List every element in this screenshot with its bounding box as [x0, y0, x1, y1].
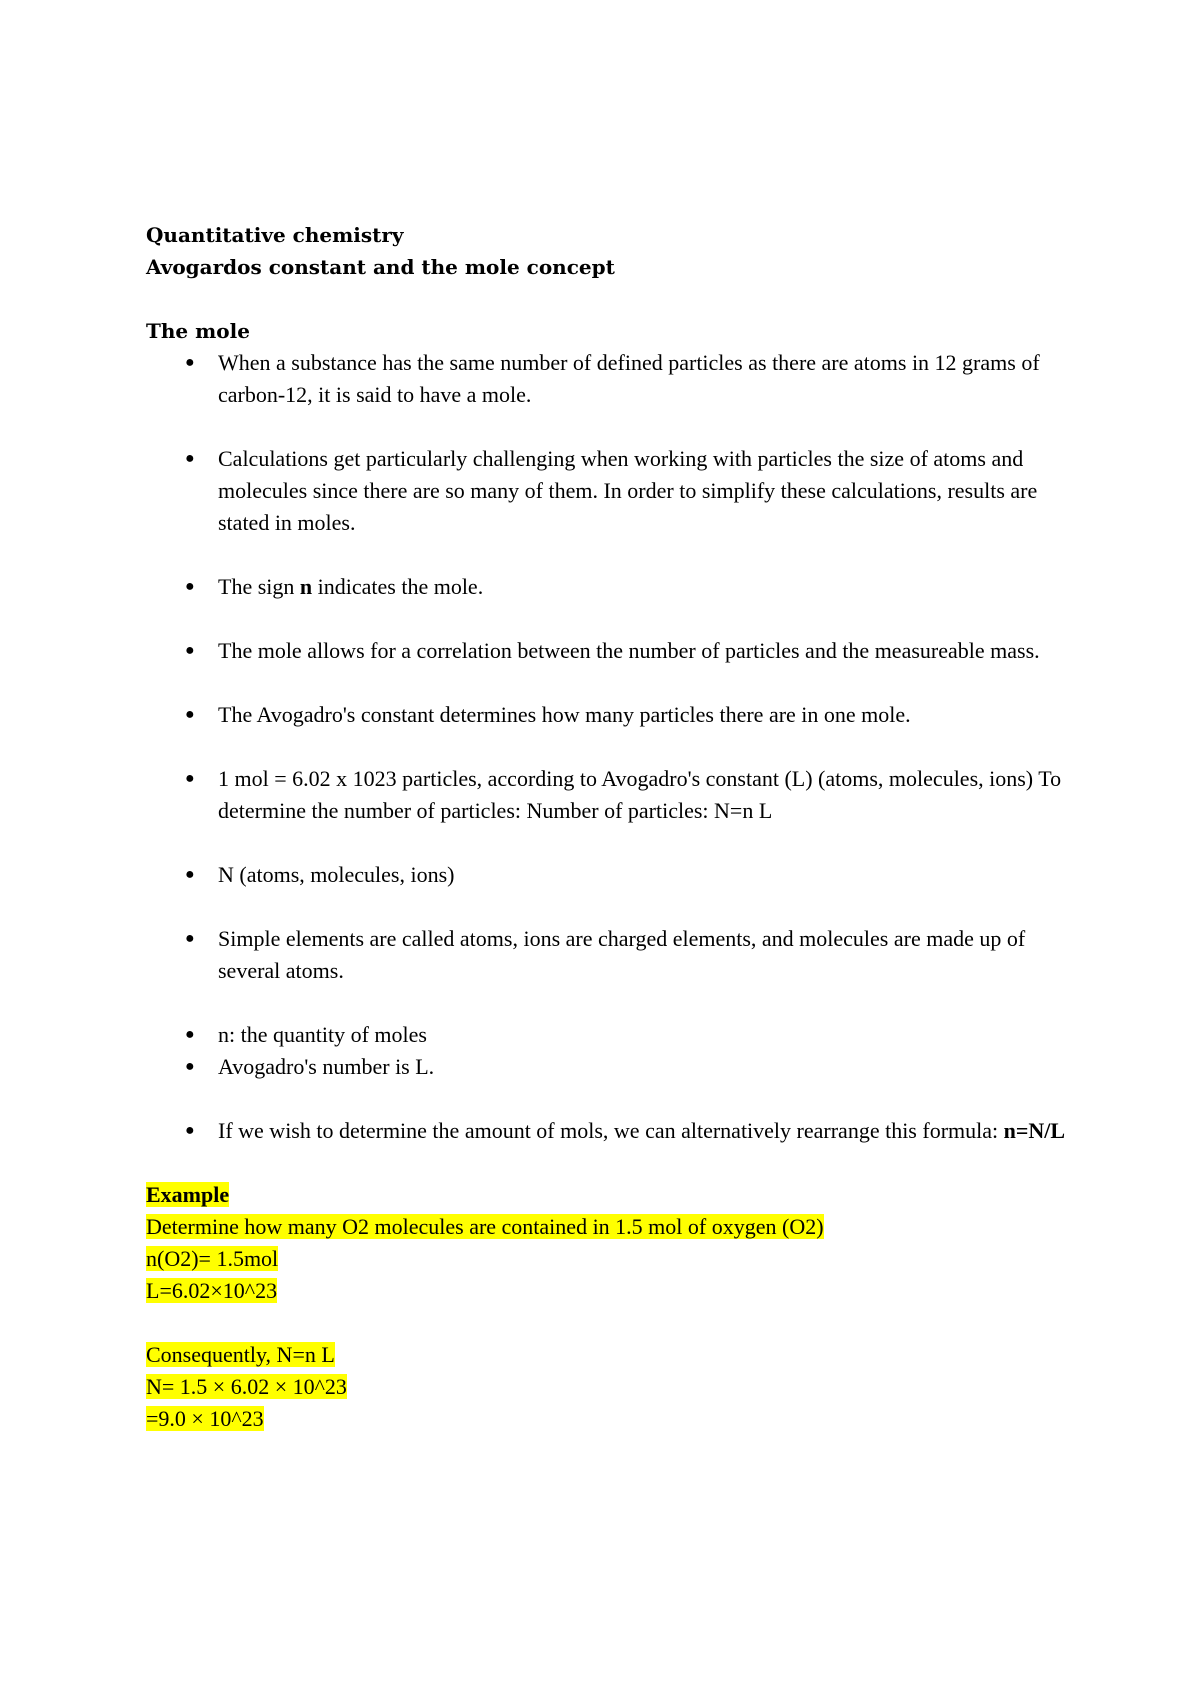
example-question-line — [146, 1211, 1066, 1243]
bullet-text: Simple elements are called atoms, ions are charged elements, and molecules are made up of several atoms. — [218, 926, 1026, 983]
example-heading: Example — [146, 1182, 230, 1207]
example-calc-line — [146, 1371, 1066, 1403]
bullet-icon: ● — [185, 450, 195, 467]
example-given-n: n(O2)= 1.5mol — [146, 1246, 279, 1271]
example-result: =9.0 × 10^23 — [146, 1406, 264, 1431]
bullet-icon: ● — [185, 1026, 195, 1043]
bullet-icon: ● — [185, 578, 195, 595]
example-heading-line — [146, 1179, 1066, 1211]
bullet-text-prefix: If we wish to determine the amount of mols, we can alternatively rearrange this formula: — [218, 1118, 1004, 1143]
example-consequently: Consequently, N=n L — [146, 1342, 335, 1367]
list-item — [146, 347, 1066, 411]
document-body — [146, 219, 1066, 1435]
bullet-text-prefix: The sign — [218, 574, 300, 599]
list-item — [146, 571, 1066, 603]
list-item — [146, 1115, 1066, 1147]
bullet-text: The mole allows for a correlation between the number of particles and the measureable mass. — [218, 638, 1040, 663]
bullet-text: The Avogadro's constant determines how many particles there are in one mole. — [218, 702, 911, 727]
list-item — [146, 699, 1066, 731]
bullet-text: Avogadro's number is L. — [218, 1054, 435, 1079]
bullet-icon: ● — [185, 1058, 195, 1075]
example-question: Determine how many O2 molecules are contained in 1.5 mol of oxygen (O2) — [146, 1214, 824, 1239]
bullet-text: Calculations get particularly challenging when working with particles the size of atoms and molecules since there are so many of them. In order to simplify these calculations, results are stated in moles. — [218, 446, 1038, 535]
list-item — [146, 443, 1066, 539]
example-calculation: N= 1.5 × 6.02 × 10^23 — [146, 1374, 347, 1399]
example-given-l: L=6.02×10^23 — [146, 1278, 278, 1303]
bullet-icon: ● — [185, 354, 195, 371]
bullet-text: n: the quantity of moles — [218, 1022, 427, 1047]
document-title: Quantitative chemistry — [146, 223, 404, 247]
mole-bullet-list — [146, 347, 1066, 1147]
bullet-icon: ● — [185, 930, 195, 947]
bullet-icon: ● — [185, 706, 195, 723]
bullet-icon: ● — [185, 642, 195, 659]
blank-line — [146, 1307, 1066, 1339]
bullet-icon: ● — [185, 770, 195, 787]
example-block — [146, 1179, 1066, 1435]
example-consequently-line — [146, 1339, 1066, 1371]
bullet-text: N (atoms, molecules, ions) — [218, 862, 455, 887]
list-item — [146, 763, 1066, 827]
mole-symbol: n — [299, 574, 313, 599]
example-given-l-line — [146, 1275, 1066, 1307]
list-item — [146, 635, 1066, 667]
section-heading-the-mole: The mole — [146, 319, 250, 343]
document-subtitle: Avogardos constant and the mole concept — [146, 255, 615, 279]
example-given-n-line — [146, 1243, 1066, 1275]
blank-line — [146, 283, 1066, 315]
list-item — [146, 1019, 1066, 1051]
bullet-text-suffix: indicates the mole. — [312, 574, 484, 599]
list-item — [146, 859, 1066, 891]
bullet-text: 1 mol = 6.02 x 1023 particles, according to Avogadro's constant (L) (atoms, molecules, ions) To determine the number of particles: Number of particles: N=n L — [218, 766, 1062, 823]
formula-n-equals-n-over-l: n=N/L — [1003, 1118, 1066, 1143]
bullet-icon: ● — [185, 866, 195, 883]
bullet-text: When a substance has the same number of defined particles as there are atoms in 12 grams of carbon-12, it is said to have a mole. — [218, 350, 1040, 407]
list-item — [146, 1051, 1066, 1083]
bullet-icon: ● — [185, 1122, 195, 1139]
example-result-line — [146, 1403, 1066, 1435]
list-item — [146, 923, 1066, 987]
